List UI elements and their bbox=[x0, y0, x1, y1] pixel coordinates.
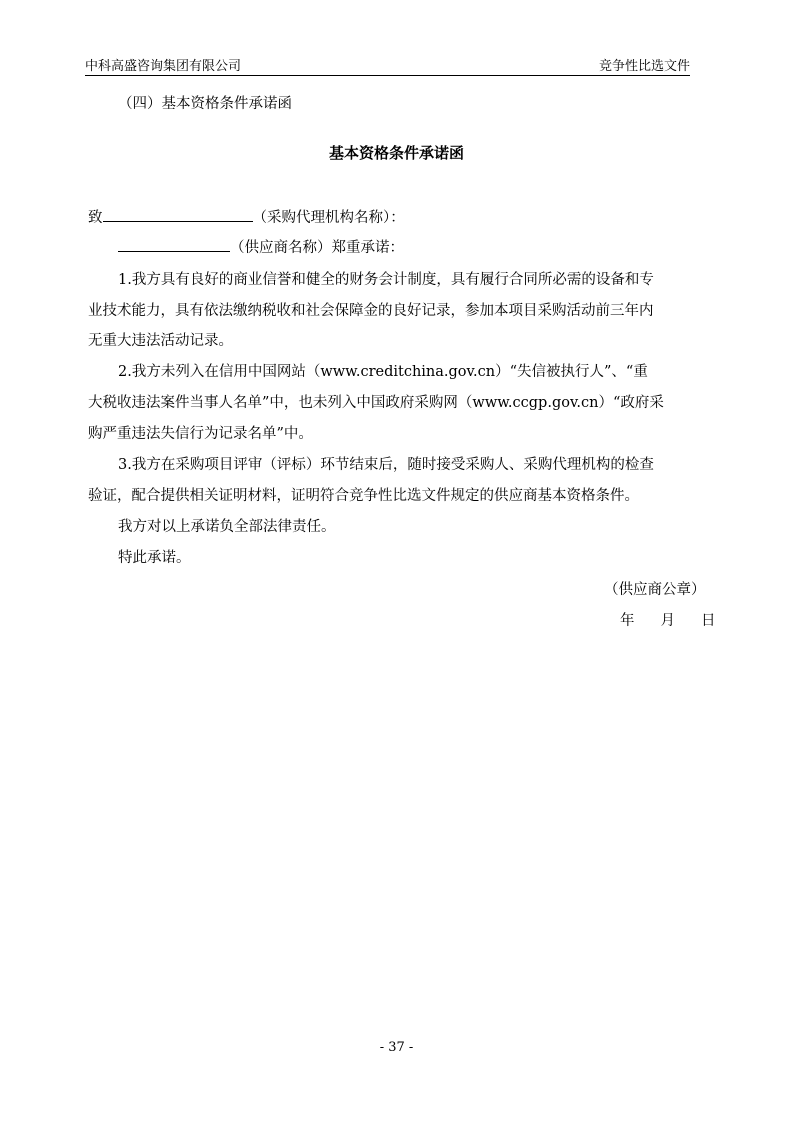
supplier-name-blank bbox=[118, 236, 230, 252]
supplier-line bbox=[118, 236, 404, 257]
clause-2-line-3: 购严重违法失信行为记录名单”中。 bbox=[88, 426, 313, 442]
header-company: 中科高盛咨询集团有限公司 bbox=[85, 59, 242, 74]
date-year: 年 bbox=[620, 613, 635, 629]
date-line bbox=[620, 609, 716, 630]
clause-3-line-2: 验证，配合提供相关证明材料，证明符合竞争性比选文件规定的供应商基本资格条件。 bbox=[88, 488, 639, 504]
letter-title: 基本资格条件承诺函 bbox=[328, 144, 464, 162]
clause-1-line-2: 业技术能力，具有依法缴纳税收和社会保障金的良好记录，参加本项目采购活动前三年内 bbox=[88, 303, 654, 319]
page-header bbox=[85, 55, 690, 76]
section-heading: （四）基本资格条件承诺函 bbox=[118, 96, 292, 112]
agency-name-blank bbox=[103, 206, 253, 222]
page-number: - 37 - bbox=[379, 1040, 414, 1055]
supplier-suffix: （供应商名称）郑重承诺： bbox=[230, 240, 404, 256]
address-suffix: （采购代理机构名称）： bbox=[252, 210, 405, 226]
clause-3-line-1: 3.我方在采购项目评审（评标）环节结束后，随时接受采购人、采购代理机构的检查 bbox=[118, 457, 654, 473]
clause-2-line-2: 大税收违法案件当事人名单”中，也未列入中国政府采购网（www.ccgp.gov.cn）“政府采 bbox=[88, 395, 664, 411]
date-month: 月 bbox=[660, 613, 675, 629]
liability-statement: 我方对以上承诺负全部法律责任。 bbox=[118, 519, 336, 535]
clause-1-line-1: 1.我方具有良好的商业信誉和健全的财务会计制度，具有履行合同所必需的设备和专 bbox=[118, 272, 654, 288]
date-day: 日 bbox=[701, 613, 716, 629]
address-prefix: 致 bbox=[88, 210, 103, 226]
supplier-seal-label: （供应商公章） bbox=[604, 582, 706, 598]
clause-1-line-3: 无重大违法活动记录。 bbox=[88, 333, 233, 349]
closing-statement: 特此承诺。 bbox=[118, 550, 191, 566]
address-line bbox=[88, 206, 405, 227]
clause-2-line-1: 2.我方未列入在信用中国网站（www.creditchina.gov.cn）“失信被执行人”、“重 bbox=[118, 364, 648, 380]
header-doc-type: 竞争性比选文件 bbox=[598, 59, 690, 74]
